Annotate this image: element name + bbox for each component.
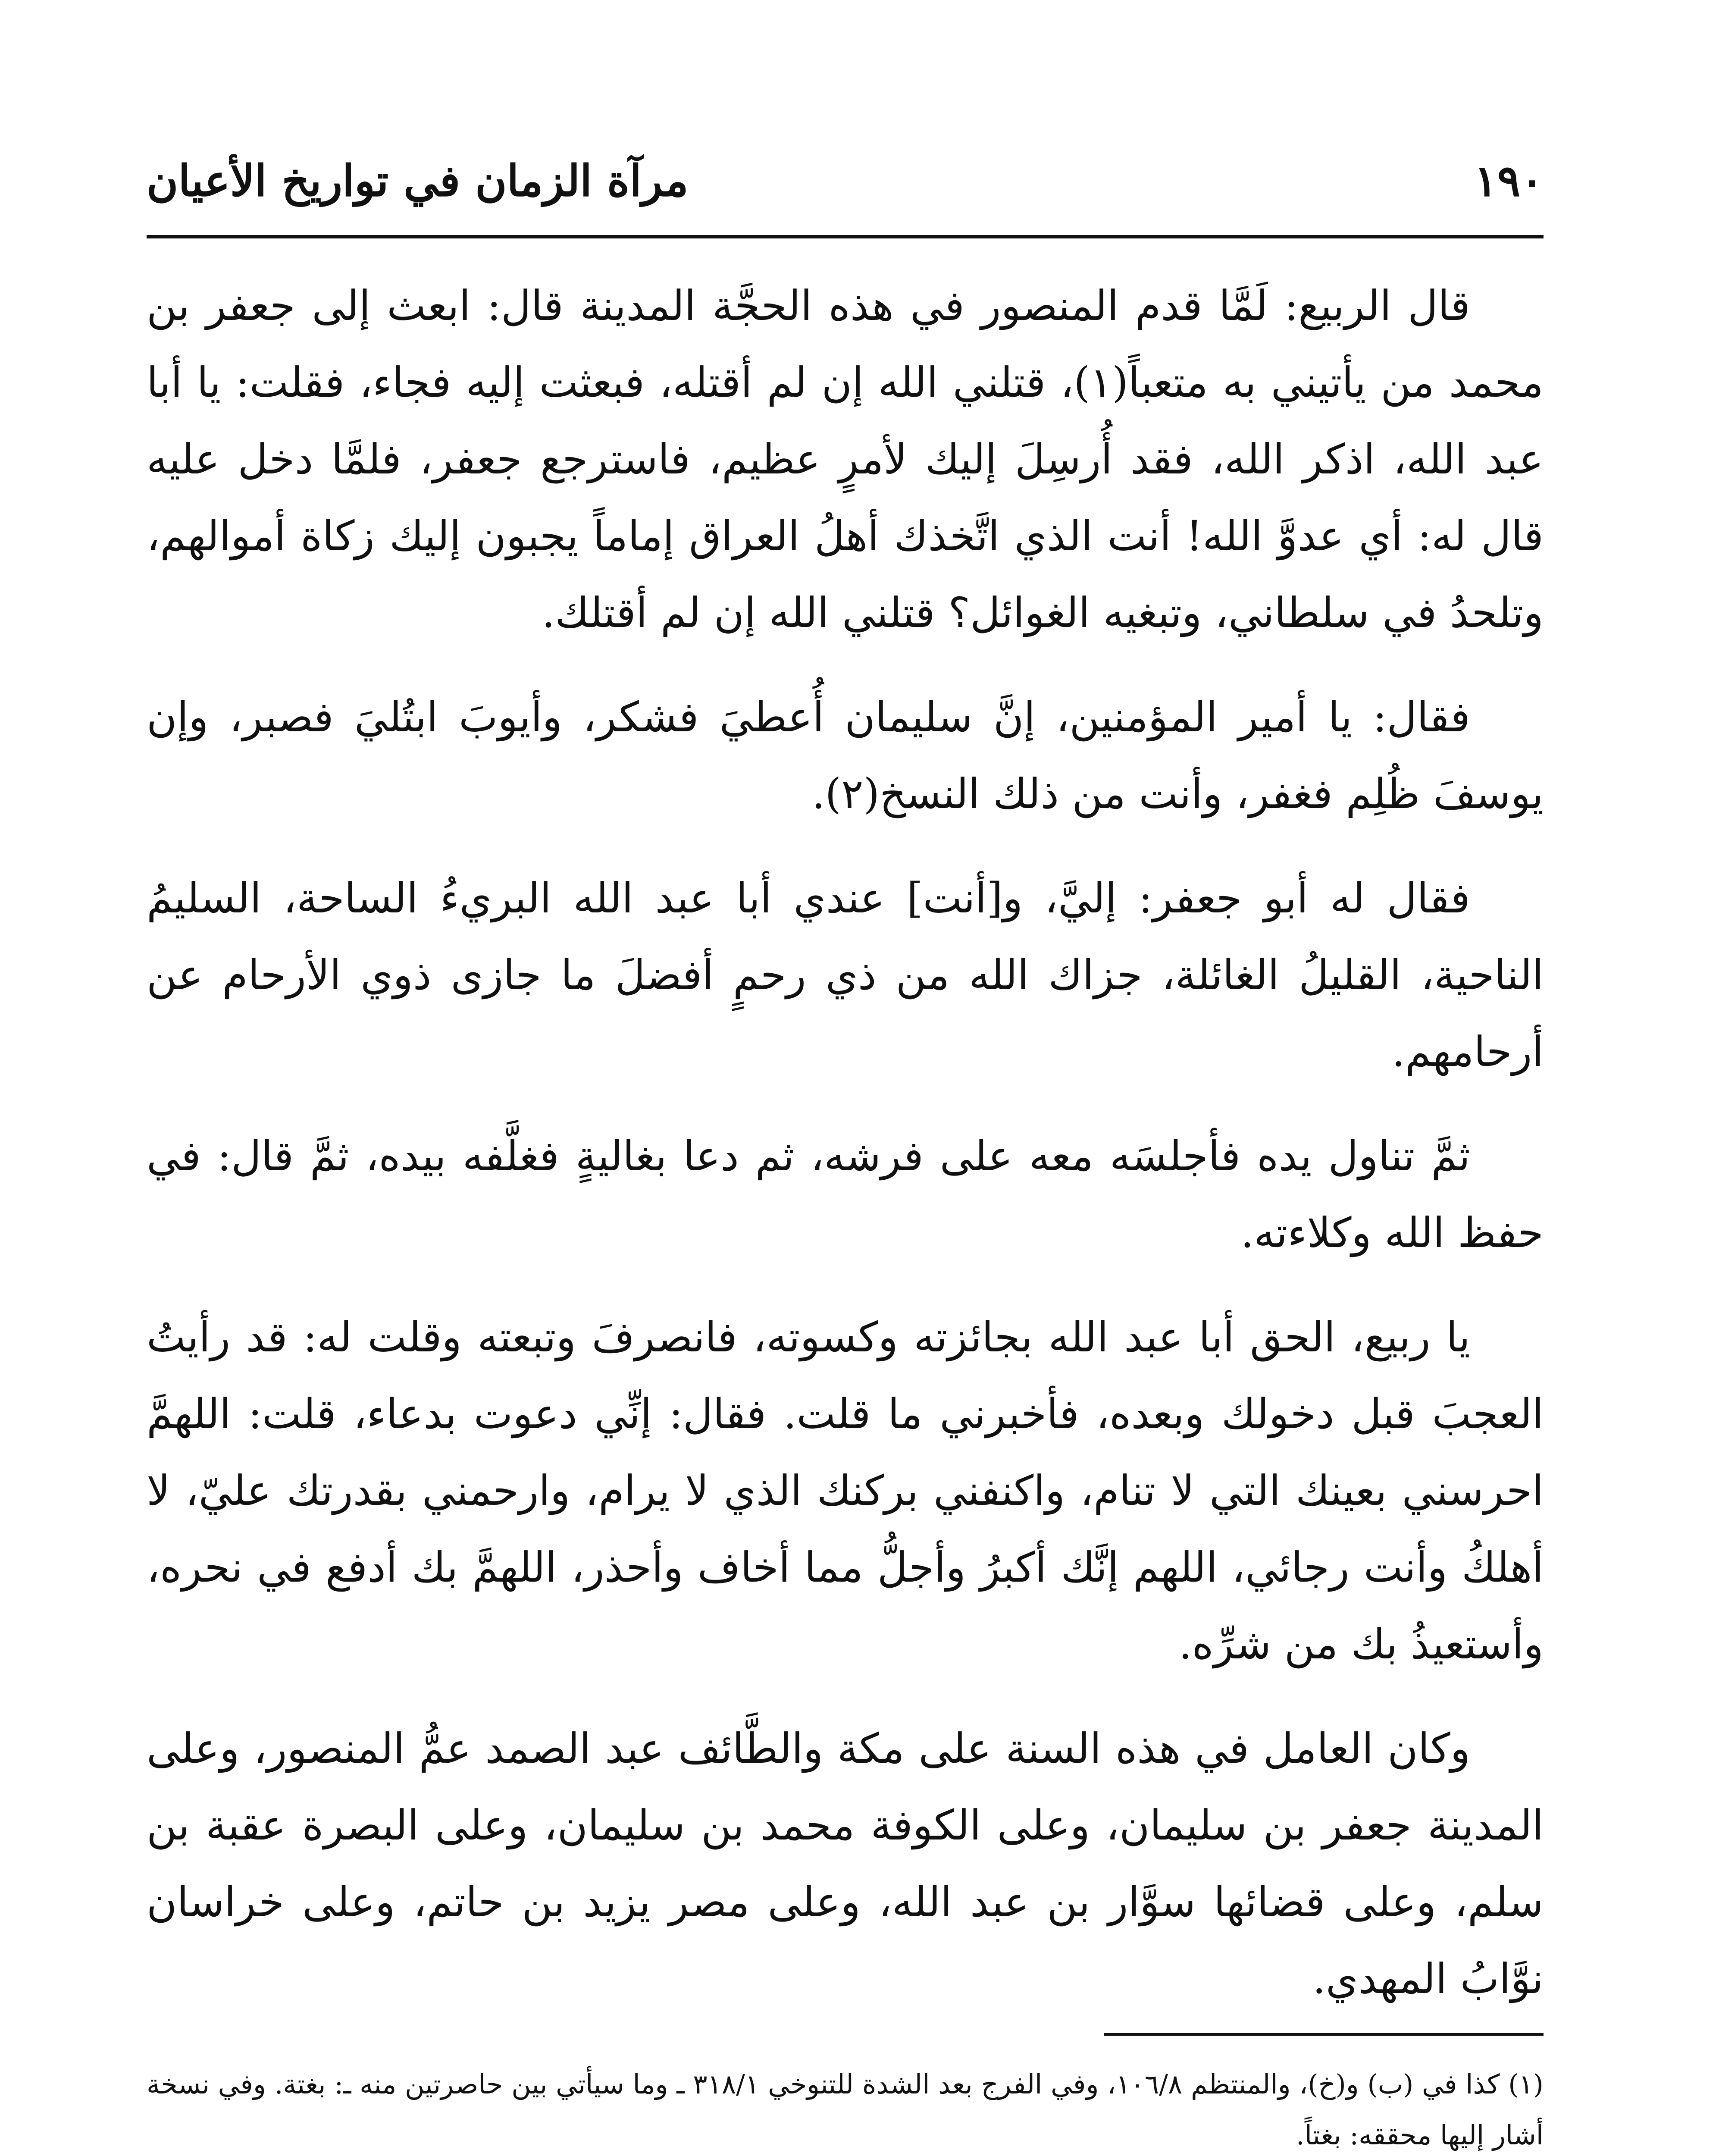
paragraph: فقال: يا أمير المؤمنين، إنَّ سليمان أُعطيَ فشكر، وأيوبَ ابتُليَ فصبر، وإن يوسفَ ظُلِم فغفر، وأنت من ذلك النسخ(٢).	[147, 693, 1544, 818]
page-number: ١٩٠	[1474, 155, 1544, 206]
paragraph: قال الربيع: لَمَّا قدم المنصور في هذه الحجَّة المدينة قال: ابعث إلى جعفر بن محمد من يأتيني به متعباً(١)، قتلني الله إن لم أقتله، فبعثت إليه فجاء، فقلت: يا أبا عبد الله، اذكر الله، فقد أُرسِلَ إليك لأمرٍ عظيم، فاسترجع جعفر، فلمَّا دخل عليه قال له: أي عدوَّ الله! أنت الذي اتَّخذك أهلُ العراق إماماً يجبون إليك زكاة أموالهم، وتلحدُ في سلطاني، وتبغيه الغوائل؟ قتلني الله إن لم أقتلك.	[147, 282, 1544, 637]
footnote-divider	[1104, 2033, 1544, 2036]
paragraph: ثمَّ تناول يده فأجلسَه معه على فرشه، ثم دعا بغاليةٍ فغلَّفه بيده، ثمَّ قال: في حفظ الله وكلاءته.	[147, 1132, 1544, 1257]
paragraph: يا ربيع، الحق أبا عبد الله بجائزته وكسوته، فانصرفَ وتبعته وقلت له: قد رأيتُ العجبَ قبل دخولك وبعده، فأخبرني ما قلت. فقال: إنِّي دعوت بدعاء، قلت: اللهمَّ احرسني بعينك التي لا تنام، واكنفني بركنك الذي لا يرام، وارحمني بقدرتك عليّ، لا أهلكُ وأنت رجائي، اللهم إنَّك أكبرُ وأجلُّ مما أخاف وأحذر، اللهمَّ بك أدفع في نحره، وأستعيذُ بك من شرِّه.	[147, 1313, 1544, 1668]
paragraph: فقال له أبو جعفر: إليَّ، و[أنت] عندي أبا عبد الله البريءُ الساحة، السليمُ الناحية، القليلُ الغائلة، جزاك الله من ذي رحمٍ أفضلَ ما جازى ذوي الأرحام عن أرحامهم.	[147, 874, 1544, 1076]
paragraph: وكان العامل في هذه السنة على مكة والطَّائف عبد الصمد عمُّ المنصور، وعلى المدينة جعفر بن سليمان، وعلى الكوفة محمد بن سليمان، وعلى البصرة عقبة بن سلم، وعلى قضائها سوَّار بن عبد الله، وعلى مصر يزيد بن حاتم، وعلى خراسان نوَّابُ المهدي.	[147, 1724, 1544, 2003]
footnote: (١) كذا في (ب) و(خ)، والمنتظم ١٠٦/٨، وفي الفرج بعد الشدة للتنوخي ٣١٨/١ ـ وما سيأتي بين حاصرتين منه ـ: بغتة. وفي نسخة أشار إليها محققه: بغتاً.	[147, 2068, 1544, 2151]
header-divider	[147, 235, 1544, 238]
main-text	[147, 267, 1544, 2045]
page-header	[147, 147, 1544, 233]
book-title: مرآة الزمان في تواريخ الأعيان	[147, 155, 689, 206]
footnotes	[147, 2059, 1544, 2156]
